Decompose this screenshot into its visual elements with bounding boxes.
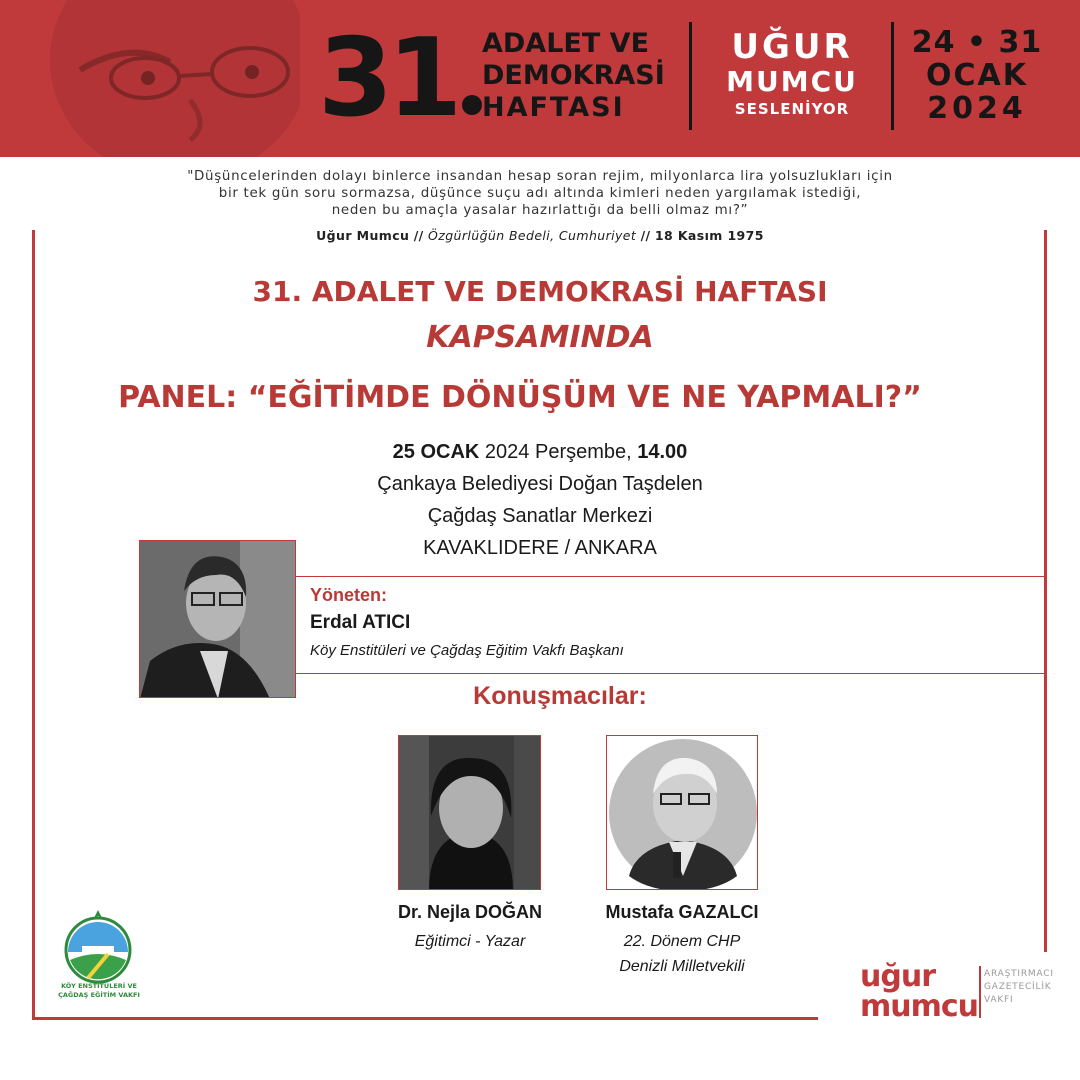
logo-subtitle-line: GAZETECİLİK [984, 982, 1052, 992]
event-subtitle: KAPSAMINDA [426, 320, 654, 355]
quote-source [200, 228, 880, 243]
event-date: 25 OCAK [392, 441, 480, 463]
brand-line: MUMCU [726, 65, 858, 98]
event-venue: Çağdaş Sanatlar Merkezi [427, 505, 653, 527]
brand-line: UĞUR [731, 27, 853, 67]
event-datetime [0, 436, 1080, 468]
quote-line: neden bu amaçla yasalar hazırlattığı da belli olmaz mı?” [331, 203, 749, 218]
quote-text [120, 168, 960, 219]
logo-text-line: KÖY ENSTİTÜLERİ VE [61, 982, 137, 990]
logo-subtitle [984, 968, 1054, 1007]
moderator-photo [139, 540, 296, 698]
header-title-line: ADALET VE [482, 28, 650, 59]
header-date [910, 26, 1044, 126]
foundation-logo-text [44, 982, 154, 1000]
moderator-name: Erdal ATICI [310, 612, 411, 633]
quote-date: 18 Kasım 1975 [654, 228, 764, 243]
speaker-photo [398, 735, 541, 890]
date-line: OCAK [926, 58, 1028, 93]
divider [891, 22, 894, 130]
speaker-name: Dr. Nejla DOĞAN [397, 902, 543, 922]
quote-separator: // [640, 228, 651, 243]
header-title-line: DEMOKRASİ [482, 60, 665, 91]
brand-line: SESLENİYOR [734, 100, 850, 118]
speaker-name: Mustafa GAZALCI [605, 902, 759, 922]
speaker-role: 22. Dönem CHP [623, 933, 741, 950]
panel-title: PANEL: “EĞİTİMDE DÖNÜŞÜM VE NE YAPMALI?” [118, 380, 922, 415]
quote-line: bir tek gün soru sormazsa, düşünce suçu adı altında kimleri neden yargılamak istediği, [218, 186, 862, 201]
portrait-image [40, 0, 300, 157]
speaker-photo [606, 735, 758, 890]
edition-number: 31 [318, 14, 482, 144]
logo-divider [979, 966, 981, 1018]
header-title [482, 28, 665, 124]
frame-bottom [32, 1017, 818, 1020]
speaker-role: Denizli Milletvekili [619, 958, 745, 975]
logo-text-line: ÇAĞDAŞ EĞİTİM VAKFI [58, 991, 140, 999]
event-time: 14.00 [637, 441, 688, 463]
header-banner [0, 0, 1080, 157]
logo-subtitle-line: VAKFI [984, 995, 1014, 1005]
header-brand [702, 28, 882, 120]
moderator-label: Yöneten: [310, 585, 388, 605]
event-venue: Çankaya Belediyesi Doğan Taşdelen [377, 473, 703, 495]
header-title-line: HAFTASI [482, 92, 625, 123]
event-title: 31. ADALET VE DEMOKRASİ HAFTASI [252, 275, 828, 308]
logo-subtitle-line: ARAŞTIRMACI [984, 969, 1054, 979]
quote-work: Özgürlüğün Bedeli, Cumhuriyet [428, 228, 637, 243]
moderator-role: Köy Enstitüleri ve Çağdaş Eğitim Vakfı Başkanı [310, 642, 624, 659]
quote-separator: // [413, 228, 424, 243]
date-line: 2024 [927, 91, 1027, 126]
divider [689, 22, 692, 130]
speaker-role: Eğitimci - Yazar [414, 933, 526, 950]
quote-author: Uğur Mumcu [316, 228, 410, 243]
event-day: 2024 Perşembe, [479, 441, 638, 463]
date-line: 24 • 31 [911, 25, 1043, 60]
speakers-title: Konuşmacılar: [473, 682, 647, 710]
logo-word: uğur [860, 959, 935, 994]
event-location: KAVAKLIDERE / ANKARA [423, 537, 657, 559]
quote-line: "Düşüncelerinden dolayı binlerce insandan hesap soran rejim, milyonlarca lira yolsuzlukları için [187, 169, 893, 184]
logo-word: mumcu [860, 989, 979, 1024]
